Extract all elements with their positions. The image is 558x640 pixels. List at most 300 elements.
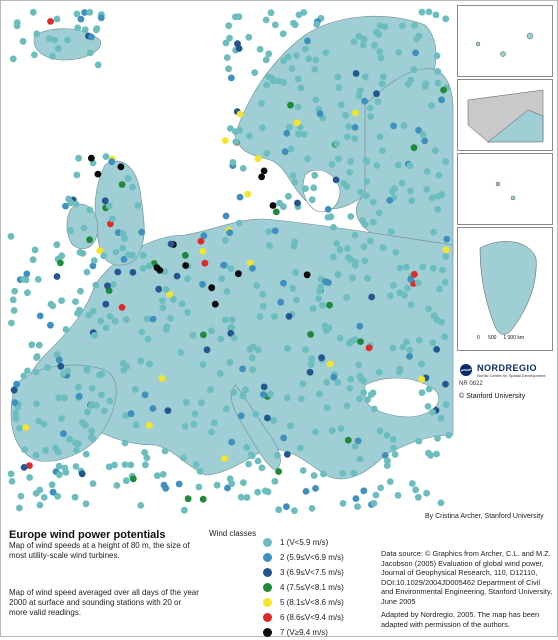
station-dot (240, 479, 247, 486)
station-dot (198, 399, 205, 406)
station-dot (304, 271, 311, 278)
map-subtitle: Map of wind speeds at a height of 80 m, the size of most utility-scale wind turbines. (9, 541, 190, 560)
station-dot (221, 455, 228, 462)
station-dot (357, 338, 364, 345)
station-dot (295, 76, 302, 83)
station-dot (185, 495, 192, 502)
station-dot (184, 276, 191, 283)
station-dot (433, 346, 440, 353)
station-dot (24, 368, 31, 375)
station-dot (54, 273, 61, 280)
map-heading (9, 529, 209, 561)
station-dot (392, 451, 399, 458)
station-dot (73, 201, 80, 208)
station-dot (346, 169, 353, 176)
station-dot (293, 297, 300, 304)
station-dot (58, 415, 65, 422)
station-dot (318, 354, 325, 361)
station-dot (130, 475, 137, 482)
station-dot (74, 11, 81, 18)
station-dot (245, 34, 252, 41)
station-dot (21, 464, 28, 471)
station-dot (255, 347, 262, 354)
station-dot (74, 310, 81, 317)
station-dot (125, 175, 132, 182)
station-dot (268, 9, 275, 16)
station-dot (377, 485, 384, 492)
station-dot (58, 252, 65, 259)
station-dot (225, 22, 232, 29)
station-dot (107, 398, 114, 405)
station-dot (14, 23, 21, 30)
station-dot (317, 284, 324, 291)
station-dot (360, 42, 367, 49)
station-dot (230, 389, 237, 396)
station-dot (425, 403, 432, 410)
station-dot (37, 313, 44, 320)
station-dot (159, 298, 166, 305)
station-dot (330, 224, 337, 231)
station-dot (340, 500, 347, 507)
station-dot (137, 502, 144, 509)
station-dot (442, 381, 449, 388)
station-dot (443, 401, 450, 408)
station-dot (270, 202, 277, 209)
station-dot (416, 337, 423, 344)
station-dot (423, 490, 430, 497)
station-dot (362, 74, 369, 81)
station-dot (33, 369, 40, 376)
station-dot (337, 335, 344, 342)
legend-dot-icon (263, 583, 272, 592)
station-dot (352, 110, 359, 117)
station-dot (377, 133, 384, 140)
station-dot (95, 61, 102, 68)
station-dot (224, 54, 231, 61)
inset-azores (457, 5, 553, 77)
legend-dot-icon (263, 553, 272, 562)
data-source: Data source: © Graphics from Archer, C.L. and M.Z. Jacobson (2005) Evaluation of global wind power, Journal of Geophysical Research, 110, D12110, DOI:10.1029/2004JD005462 Department of Civil and Environmental Engineering, Stanford University, June 2005 (381, 549, 553, 606)
station-dot (424, 168, 431, 175)
station-dot (74, 24, 81, 31)
station-dot (406, 347, 413, 354)
station-dot (323, 379, 330, 386)
station-dot (237, 111, 244, 118)
station-dot (98, 14, 105, 21)
station-dot (140, 252, 147, 259)
station-dot (128, 410, 135, 417)
station-dot (377, 428, 384, 435)
station-dot (259, 291, 266, 298)
station-dot (31, 52, 38, 59)
station-dot (9, 478, 16, 485)
station-dot (145, 336, 152, 343)
station-dot (162, 485, 169, 492)
station-dot (442, 253, 449, 260)
station-dot (258, 174, 265, 181)
station-dot (214, 482, 221, 489)
station-dot (183, 399, 190, 406)
station-dot (179, 301, 186, 308)
inset-caribbean (457, 153, 553, 225)
station-dot (273, 209, 280, 216)
iberia-land (11, 365, 116, 461)
station-dot (375, 98, 382, 105)
station-dot (390, 282, 397, 289)
station-dot (24, 289, 31, 296)
station-dot (200, 361, 207, 368)
station-dot (83, 500, 90, 507)
station-dot (302, 46, 309, 53)
station-dot (8, 471, 15, 478)
station-dot (30, 9, 37, 16)
station-dot (426, 9, 433, 16)
station-dot (347, 158, 354, 165)
station-dot (36, 342, 43, 349)
station-dot (255, 458, 262, 465)
legend-class-7 (263, 625, 344, 640)
station-dot (260, 391, 267, 398)
station-dot (200, 248, 207, 255)
station-dot (146, 263, 153, 270)
station-dot (201, 232, 208, 239)
station-dot (308, 361, 315, 368)
station-dot (294, 200, 301, 207)
station-dot (123, 316, 130, 323)
station-dot (114, 269, 121, 276)
station-dot (356, 323, 363, 330)
station-dot (438, 499, 445, 506)
station-dot (8, 233, 15, 240)
station-dot (308, 355, 315, 362)
station-dot (280, 280, 287, 287)
station-dot (177, 349, 184, 356)
station-dot (257, 313, 264, 320)
station-dot (264, 150, 271, 157)
station-dot (101, 408, 108, 415)
station-dot (284, 345, 291, 352)
station-dot (301, 131, 308, 138)
station-dot (376, 48, 383, 55)
station-dot (11, 307, 18, 314)
station-dot (138, 329, 145, 336)
station-dot (97, 318, 104, 325)
station-dot (154, 472, 161, 479)
station-dot (220, 262, 227, 269)
station-dot (227, 359, 234, 366)
station-dot (88, 155, 95, 162)
station-dot (419, 389, 426, 396)
station-dot (122, 461, 129, 468)
station-dot (75, 155, 82, 162)
station-dot (258, 100, 265, 107)
station-dot (42, 447, 49, 454)
station-dot (107, 313, 114, 320)
station-dot (37, 502, 44, 509)
station-dot (443, 247, 450, 254)
station-dot (231, 335, 238, 342)
inset-greenland (457, 227, 553, 351)
station-dot (265, 228, 272, 235)
station-dot (442, 279, 449, 286)
station-dot (55, 449, 62, 456)
station-dot (442, 15, 449, 22)
station-dot (46, 35, 53, 42)
station-dot (335, 74, 342, 81)
station-dot (370, 199, 377, 206)
station-dot (82, 26, 89, 33)
station-dot (146, 422, 153, 429)
station-dot (333, 240, 340, 247)
station-dot (84, 409, 91, 416)
legend-class-label: 7 (V≥9.4 m/s) (280, 628, 328, 637)
station-dot (122, 440, 129, 447)
station-dot (368, 391, 375, 398)
station-dot (389, 188, 396, 195)
station-dot (324, 404, 331, 411)
station-dot (106, 463, 113, 470)
scale-label-km: km (517, 335, 524, 341)
station-dot (406, 353, 413, 360)
station-dot (228, 75, 235, 82)
station-dot (309, 505, 316, 512)
station-dot (366, 344, 373, 351)
station-dot (240, 392, 247, 399)
legend-class-4 (263, 580, 344, 595)
station-dot (41, 421, 48, 428)
station-dot (361, 257, 368, 264)
station-dot (87, 207, 94, 214)
station-dot (356, 395, 363, 402)
station-dot (373, 492, 380, 499)
station-dot (229, 316, 236, 323)
station-dot (242, 386, 249, 393)
station-dot (243, 444, 250, 451)
station-dot (295, 104, 302, 111)
station-dot (413, 35, 420, 42)
station-dot (433, 12, 440, 19)
station-dot (87, 49, 94, 56)
station-dot (384, 432, 391, 439)
station-dot (419, 264, 426, 271)
station-dot (272, 478, 279, 485)
station-dot (303, 488, 310, 495)
station-dot (118, 163, 125, 170)
station-dot (196, 484, 203, 491)
station-dot (190, 421, 197, 428)
station-dot (312, 57, 319, 64)
station-dot (352, 262, 359, 269)
station-dot (91, 257, 98, 264)
station-dot (113, 249, 120, 256)
station-dot (440, 87, 447, 94)
station-dot (75, 384, 82, 391)
station-dot (354, 503, 361, 510)
station-dot (249, 366, 256, 373)
station-dot (271, 313, 278, 320)
nordregio-logo-icon (459, 363, 473, 377)
station-dot (10, 56, 17, 63)
station-dot (399, 180, 406, 187)
station-dot (182, 252, 189, 259)
station-dot (30, 256, 37, 263)
station-dot (35, 276, 42, 283)
station-dot (33, 30, 40, 37)
map-title: Europe wind power potentials (9, 529, 166, 541)
station-dot (330, 374, 337, 381)
station-dot (304, 156, 311, 163)
station-dot (420, 131, 427, 138)
station-dot (362, 221, 369, 228)
station-dot (232, 138, 239, 145)
legend-class-label: 1 (V<5.9 m/s) (280, 538, 329, 547)
station-dot (432, 147, 439, 154)
station-dot (380, 73, 387, 80)
station-dot (94, 25, 101, 32)
station-dot (11, 288, 18, 295)
station-dot (20, 38, 27, 45)
station-dot (307, 331, 314, 338)
station-dot (344, 402, 351, 409)
station-dot (376, 209, 383, 216)
station-dot (325, 206, 332, 213)
station-dot (184, 309, 191, 316)
station-dot (435, 80, 442, 87)
station-dot (284, 451, 291, 458)
station-dot (438, 415, 445, 422)
station-dot (47, 322, 54, 329)
station-dot (288, 145, 295, 152)
station-dot (304, 38, 311, 45)
station-dot (217, 370, 224, 377)
station-dot (335, 155, 342, 162)
station-dot (280, 203, 287, 210)
station-dot (47, 18, 54, 25)
station-dot (228, 265, 235, 272)
station-dot (445, 432, 452, 439)
station-dot (226, 35, 233, 42)
station-dot (425, 305, 432, 312)
station-dot (21, 446, 28, 453)
station-dot (353, 495, 360, 502)
map-credit: By Cristina Archer, Stanford University (425, 513, 544, 520)
station-dot (261, 168, 268, 175)
station-dot (222, 317, 229, 324)
station-dot (280, 30, 287, 37)
station-dot (430, 229, 437, 236)
station-dot (364, 158, 371, 165)
station-dot (165, 407, 172, 414)
station-dot (88, 402, 95, 409)
station-dot (182, 423, 189, 430)
station-dot (208, 284, 215, 291)
station-dot (202, 260, 209, 267)
nordregio-name: NORDREGIO (477, 363, 538, 373)
station-dot (286, 313, 293, 320)
station-dot (8, 320, 15, 327)
station-dot (90, 480, 97, 487)
station-dot (270, 78, 277, 85)
station-dot (307, 369, 314, 376)
legend-class-5 (263, 595, 344, 610)
station-dot (388, 228, 395, 235)
nordregio-number: NR 0822 (459, 381, 483, 387)
station-dot (312, 428, 319, 435)
station-dot (33, 452, 40, 459)
station-dot (285, 53, 292, 60)
station-dot (434, 206, 441, 213)
station-dot (225, 65, 232, 72)
station-dot (395, 162, 402, 169)
station-dot (408, 197, 415, 204)
station-dot (96, 247, 103, 254)
station-dot (347, 256, 354, 263)
station-dot (56, 463, 63, 470)
station-dot (397, 366, 404, 373)
station-dot (312, 97, 319, 104)
station-dot (32, 247, 39, 254)
station-dot (16, 505, 23, 512)
station-dot (429, 409, 436, 416)
adaptation-note: Adapted by Nordregio, 2005. The map has been adapted with permission of the authors. (381, 610, 540, 629)
station-dot (254, 489, 261, 496)
station-dot (310, 184, 317, 191)
station-dot (435, 193, 442, 200)
station-dot (329, 427, 336, 434)
station-dot (428, 102, 435, 109)
legend-class-3 (263, 565, 344, 580)
station-dot (119, 304, 126, 311)
station-dot (44, 364, 51, 371)
station-dot (259, 464, 266, 471)
station-dot (200, 496, 207, 503)
station-dot (272, 22, 279, 29)
station-dot (411, 66, 418, 73)
station-dot (370, 219, 377, 226)
station-dot (412, 50, 419, 57)
station-dot (77, 249, 84, 256)
station-dot (421, 138, 428, 145)
legend-class-label: 2 (5.9≤V<6.9 m/s) (280, 553, 344, 562)
station-dot (263, 56, 270, 63)
station-dot (395, 492, 402, 499)
inset-guiana (457, 79, 553, 151)
station-dot (351, 38, 358, 45)
legend-dot-icon (263, 598, 272, 607)
station-dot (162, 448, 169, 455)
station-dot (422, 80, 429, 87)
station-dot (156, 267, 163, 274)
station-dot (103, 153, 110, 160)
station-dot (244, 191, 251, 198)
station-dot (387, 478, 394, 485)
station-dot (73, 463, 80, 470)
station-dot (163, 286, 170, 293)
station-dot (263, 17, 270, 24)
station-dot (88, 428, 95, 435)
station-dot (72, 494, 79, 501)
station-dot (159, 305, 166, 312)
legend-class-1 (263, 535, 344, 550)
station-dot (140, 265, 147, 272)
station-dot (291, 179, 298, 186)
station-dot (222, 237, 229, 244)
station-dot (248, 451, 255, 458)
station-dot (109, 215, 116, 222)
station-dot (61, 395, 68, 402)
station-dot (378, 55, 385, 62)
station-dot (92, 282, 99, 289)
